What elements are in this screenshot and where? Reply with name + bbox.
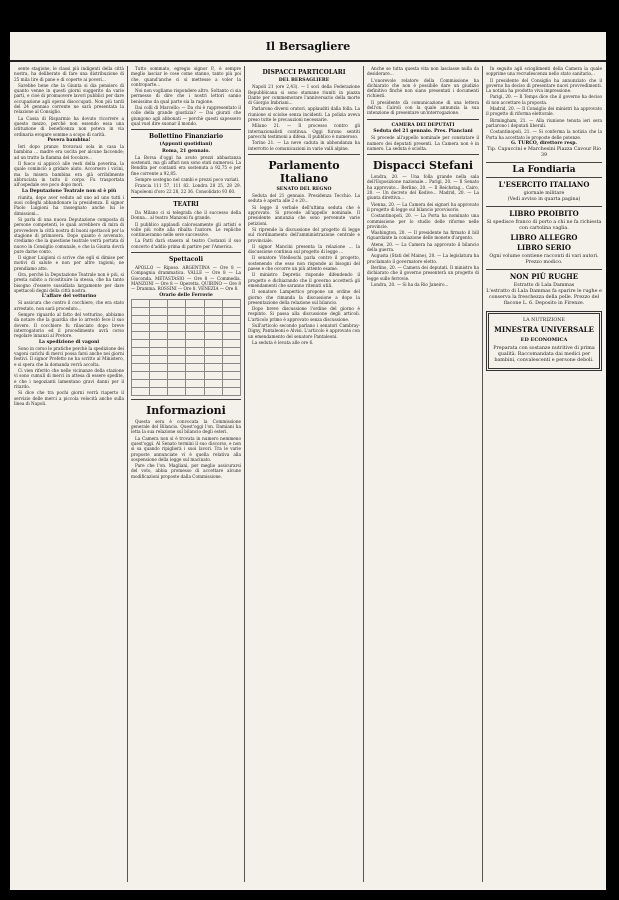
divider [486,177,602,178]
divider [367,119,479,120]
masthead-title: Il Bersagliere [265,40,351,53]
column-3: DISPACCI PARTICOLARI DEL BERSAGLIERE Napoli 21 (ore 2,43). — I soci della Federazione Repubblicana si sono stamane riuniti in piazza Dante per commemorare l'anniversario della morte di Giorgio Imbriani... Parlarono diversi oratori, applauditi dalla folla. La riunione si sciolse senza incidenti. La polizia aveva preso tutte le precauzioni necessarie. Milano 21. — Il processo contro gli internazionalisti continua. Oggi furono sentiti parecchi testimoni a difesa. Il pubblico è numeroso. Torino 21. — La neve caduta in abbondanza ha interrotto le comunicazioni in varie valli alpine. Parlamento Italiano SENATO DEL REGNO Seduta del 21 gennaio. Presidenza Tecchio. La seduta è aperta alle 2 e 20... Si legge il verbale dell'ultima seduta che è approvato. Si procede all'appello nominale. Il presidente annunzia che sono pervenute varie petizioni. Si riprende la discussione del progetto di legge sul riordinamento dell'amministrazione centrale e provinciale. Il signor Mancini presenta la relazione ... la discussione continua sul progetto di legge ... Il senatore Vitelleschi parla contro il progetto, sostenendo che esso non risponde ai bisogni del paese e che occorre un più attento esame. Il ministro Depretis risponde difendendo il progetto e dichiarando che il governo accetterà gli emendamenti che saranno ritenuti utili. Il senatore Lampertico propone un ordine del giorno che rimanda la discussione a dopo la presentazione della relazione sul bilancio. Dopo breve discussione l'ordine del giorno è respinto. Si passa alla discussione degli articoli. L'articolo primo è approvato senza discussione. Sull'articolo secondo parlano i senatori Cambray-Digny, Pantaleoni e Alvisi. L'articolo è approvato con un emendamento del senatore Pantaleoni. La seduta è levata alle ore 6. [248,69,360,345]
section-heading: La Deputazione Teatrale non si è più [21,188,117,194]
ad-libro-allegro: LIBRO ALLEGRO [510,233,578,243]
paragraph: Londra, 20. — Una folla grande nella sala dell'Esposizione nazionale... Parigi, 20. — Il Senato ha approvato... Berlino, 20. — Il Reichstag... Cairo, 20. — Un decreto del Kedive... Madrid, 20. — La giunta direttiva... [367,174,479,201]
ad-esercito-note: (Vedi avviso in quarta pagina) [507,197,581,203]
train-timetable [131,299,241,396]
column-1: sente stagione, le classi più indigenti della città nostra, ha deliberato di fare una distribuzione di 25 mila lire di pane e di coperte ai poveri... Sarebbe bene che la Giunta si dia pensiero di quanto venne in questi giorni suggerito da varie parti, e cioè di promuovere lavori pubblici per dare occupazione agli operai disoccupati. Non più tardi del 24 gennaio corrente ne sarà presentata la relazione al Consiglio. La Cassa di Risparmio ha dovuto ricorrere a questo mezzo, perchè non essendo essa una istituzione di beneficenza non poteva in via ordinaria erogare somme a scopo di carità. Povera bambina! Ieri dopo pranzo trovavasi sola in casa la bambina ... madre era uscita per alcune faccende; ad un tratto la fiamma del focolare... Il fuoco si appiccò alle vesti della poverina, la quale cominciò a gridare aiuto. Accorsero i vicini, ma la misera bambina era già orribilmente abbruciata in tutto il corpo. Fu trasportata all'ospedale ove poco dopo morì. La Deputazione Teatrale non si è più riunita, dopo aver veduto ad uno ad uno tutti i suoi colleghi abbandonare la presidenza. Il signor Paolo Luigioni ha rassegnato anche lui le dimissioni... Si parla di una nuova Deputazione composta di persone competenti, le quali avrebbero di mira di provvedere la città nostra di buoni spettacoli per la stagione di primavera. Dopo quanto è avvenuto, crediamo che la questione teatrale verrà portata di nuovo in Consiglio comunale, e che la Giunta dovrà pure darne conto. Il signor Luigioni ci scrive che egli si dimise per motivi di salute e non per altre ragioni; ne prendiamo atto. Ora, perchè la Deputazione Teatrale non è più, si presta subito a ricostituire la stessa, che ha tanto bisogno d'essere sussidiata largamente per dare spettacoli degni della città nostra. L'affare del vetturino Si assicura che contro il cocchiere, che era stato arrestato, non sarà proceduto... Sempre riguardo al fatto del vetturino, abbiamo da notare che la guardia che lo arrestò fece il suo dovere. Il cocchiere fu rilasciato dopo breve interrogatorio ed il procedimento avrà corso regolare innanzi al Pretore. La spedizione di vagoni Sono in corso le pratiche perchè la spedizione dei vagoni carichi di merci possa farsi anche nei giorni festivi. Il signor Prefetto ne ha scritto al Ministero, e si spera che la domanda verrà accolta. Ci vien riferito che nelle vicinanze della stazione vi sono cumuli di merci in attesa di essere spedite, e che i negozianti lamentano gravi danni per il ritardo. Si dice che tra pochi giorni verrà riaperto il servizio delle merci a piccola velocità anche sulla linea di Napoli. [14,66,124,406]
divider [367,154,479,155]
divider [131,252,241,253]
section-heading: Spettacoli [169,256,203,264]
ad-fondiaria-title: La Fondiaria [512,165,576,176]
column-rule [127,66,128,882]
paragraph: Seduta del 21 gennaio. Presidenza Tecchio. La seduta è aperta alle 2 e 20... [248,193,360,204]
divider [486,269,602,270]
paragraph: Napoli 21 (ore 2,43). — I soci della Federazione Repubblicana si sono stamane riuniti in piazza Dante per commemorare l'anniversario della morte di Giorgio Imbriani... [248,84,360,106]
section-subheading: SENATO DEL REGNO [276,186,332,192]
section-heading: L'affare del vetturino [41,294,97,300]
column-2: Tutto sommato, egregio signor P., è sempre meglio lasciar le cose come stanno, tanto più poi che, quand'anche ci si mettesse a voler la controparte... Noi non vogliamo rispondere altro. Soltanto ci sia permesso di dire che i nostri lettori sanno benissimo da qual parte sia la ragione. Dai colli di Marcello: — Da chi è rappresentato il colle della grande giustizia? — Dai giurati che giungono agli abbonati — perchè questi sapessero qual vuol dire suonar il mondo. Bollettino Finanziario (Appunti quotidiani) Roma, 21 gennaio. La Borsa d'oggi ha avuto prezzi abbastanza sostenuti, ma gli affari non sono stati numerosi. La Rendita per contanti era sostenuta a 92,75 e per fine corrente a 92,85. Sempre sostegno nel cambi e prezzi poco variati. Francia 111 57, 111 82. Londra 28 25, 28 29. Napoleoni d'oro 22 28, 22 36. Consolidato 93 60. TEATRI Da Milano ci si telegrafa che il successo della Donna... al teatro Manzoni fu grande. Il pubblico applaudì calorosamente gli artisti e volle più volte alla ribalta l'autore. Le repliche continueranno nelle sere successive. La Patti darà stasera al teatro Costanzi il suo concerto d'addio prima di partire per l'America. Spettacoli APOLLO — Riposo. ARGENTINA — Ore 8 — Compagnia drammatica. VALLE — Ore 8 — La Gioconda. METASTASIO — Ore 8 — Commedia. MANZONI — Ore 8 — Operetta. QUIRINO — Ore 8 — Dramma. ROSSINI — Ore 8. VENEZIA — Ore 8. Orario delle Ferrovie Informazioni Questa sera è convocata la Commissione generale del Bilancio. Quest'oggi l'on. Damiani ha letta la sua relazione sul bilancio degli esteri. La Camera non si è trovata in numero nemmeno quest'oggi. Al Senato termini il suo discorso, e non si sa quando ripiglierà i suoi lavori. Tra le varie proposte annunciate vi è quella relativa alla sospensione della legge sul macinato. Pare che l'on. Magliani, per meglio assicurarsi del voto, abbia promesso di accettare alcune modificazioni proposte dalla Commissione. [131,66,241,479]
section-heading: La spedizione di vagoni [38,339,100,345]
section-heading: CAMERA DEI DEPUTATI [391,122,455,128]
paragraph: Ieri dopo pranzo trovavasi sola in casa la bambina ... madre era uscita per alcune faccende; ad un tratto la fiamma del focolare... [14,144,124,160]
ad-minestra-box: LA NUTRIZIONE MINESTRA UNIVERSALE ED ECONOMICA Preparata con sostanze nutritive di prima qualità. Raccomandata dai medici per bambini, convalescenti e persone deboli. [486,311,602,371]
divider [131,399,241,400]
ad-minestra-sub: ED ECONOMICA [520,337,568,344]
masthead-bar [10,32,606,62]
ad-rughe-title: NON PIÙ RUGHE [509,272,579,282]
column-rule [244,66,245,882]
ad-libro-proibito: LIBRO PROIBITO [509,209,579,219]
divider [131,197,241,198]
paragraph: Si assicura che contro il cocchiere, che era stato arrestato, non sarà proceduto... [14,300,124,311]
section-subheading: Seduta del 21 gennaio. Pres. Pianciani [373,128,473,134]
ad-esercito-sub: giornale militare [523,191,565,197]
section-heading: TEATRI [173,200,199,208]
divider [248,154,360,155]
ad-libro-serio: LIBRO SERIO [516,243,572,253]
section-heading: Informazioni [146,403,226,417]
section-heading: Povera bambina! [47,137,91,143]
section-subheading: (Appunti quotidiani) [159,142,213,148]
paragraph: Da Milano ci si telegrafa che il successo della Donna... al teatro Manzoni fu grande. [131,209,241,221]
paragraph: In seguito agli scioglimenti della Camera la quale sopprime una recrudescenza nello stato sanitario... [486,66,602,77]
divider [131,129,241,130]
newspaper-page [10,32,606,890]
section-heading: Orario delle Ferrovie [159,292,213,298]
printer-line: Tip. Capuccini e Marchesini Piazza Cavour Rio 39 [487,147,601,159]
signature: G. TURCO, direttore resp. [510,140,578,146]
ad-minestra-title: MINESTRA UNIVERSALE [494,325,594,335]
ad-rughe-sub: Estratto di Lala Dammas [513,283,575,289]
section-heading: Parlamento Italiano [268,158,340,185]
section-heading: Bollettino Finanziario [149,133,223,141]
ad-esercito-title: L'ESERCITO ITALIANO [498,180,590,190]
column-rule [482,66,483,882]
section-subheading: DEL BERSAGLIERE [278,78,330,83]
divider [486,206,602,207]
section-heading: DISPACCI PARTICOLARI [262,69,346,76]
paragraph: Tutto sommato, egregio signor P., è sempre meglio lasciar le cose come stanno, tanto più poi che, quand'anche ci si mettesse a voler la controparte... [131,66,241,87]
paragraph: riunita, dopo aver veduto ad uno ad uno tutti i suoi colleghi abbandonare la presidenza. Il signor Paolo Luigioni ha rassegnato anche lui le dimissioni... [14,194,124,216]
column-rule [363,66,364,882]
section-heading: Dispacci Stefani [372,159,474,173]
paragraph: Il signor Mancini presenta la relazione ... la discussione continua sul progetto di legge ... [248,243,360,255]
column-4: Anche se tutta questa vita non lasciasse nulla da desiderare... L'onorevole relatore della Commissione ha dichiarato che non è possibile dare un giudizio definitivo finchè non siano presentati i documenti richiesti. Il presidente dà comunicazione di una lettera dell'on. Cairoli con la quale annunzia la sua intenzione di presentare un'interrogazione. CAMERA DEI DEPUTATI Seduta del 21 gennaio. Pres. Pianciani Si procede all'appello nominale per constatare il numero dei deputati presenti. La Camera non è in numero. La seduta è sciolta. Dispacci Stefani Londra, 20. — Una folla grande nella sala dell'Esposizione nazionale... Parigi, 20. — Il Senato ha approvato... Berlino, 20. — Il Reichstag... Cairo, 20. — Un decreto del Kedive... Madrid, 20. — La giunta direttiva... Vienna, 20. — La Camera dei signori ha approvato il progetto di legge sul bilancio provvisorio. Costantinopoli, 20. — La Porta ha nominato una commissione per lo studio delle riforme nelle provincie. Washington, 20. — Il presidente ha firmato il bill riguardante la coniazione delle monete d'argento. Atene, 20. — La Camera ha approvato il bilancio della guerra. Augusta (Stati del Maine), 20. — La legislatura ha proclamato il governatore eletto. Berlino, 20. — Camera dei deputati. Il ministro ha dichiarato che il governo presenterà un progetto di legge sulle ferrovie. Londra, 20. — Si ha da Rio Janeiro... [367,66,479,287]
column-5: In seguito agli scioglimenti della Camera la quale sopprime una recrudescenza nello stato sanitario... Il presidente del Consiglio ha annunziato che il governo ha deciso di presentare nuovi provvedimenti. La notizia ha prodotto viva impressione. Parigi, 20. — Il Temps dice che il governo ha deciso di non accettare la proposta. Madrid, 20. — Il Consiglio dei ministri ha approvato il progetto di riforma elettorale. Birmingham, 21. — Alla riunione tenuta ieri sera parlarono i deputati liberali. Costantinopoli, 21. — Si conferma la notizia che la Porta ha accettato le proposte delle potenze. G. TURCO, direttore resp. Tip. Capuccini e Marchesini Piazza Cavour Rio 39 La Fondiaria L'ESERCITO ITALIANO giornale militare (Vedi avviso in quarta pagina) LIBRO PROIBITO Si spedisce franco di porto a chi ne fa richiesta con cartolina vaglia. LIBRO ALLEGRO LIBRO SERIO Ogni volume contiene racconti di vari autori. Prezzo modico. NON PIÙ RUGHE Estratto di Lala Dammas L'estratto di Lala Dammas fa sparire le rughe e conserva la freschezza della pelle. Prezzo del flacone L. 6. Deposito in Firenze. LA NUTRIZIONE MINESTRA UNIVERSALE ED ECONOMICA Preparata con sostanze nutritive di prima qualità. Raccomandata dai medici per bambini, convalescenti e persone deboli. [486,66,602,882]
ad-minestra-pre: LA NUTRIZIONE [523,318,565,324]
paragraph: Questa sera è convocata la Commissione generale del Bilancio. Quest'oggi l'on. Damiani ha letta la sua relazione sul bilancio degli esteri. [131,418,241,435]
divider [486,162,602,163]
paragraph: sente stagione, le classi più indigenti della città nostra, ha deliberato di fare una distribuzione di 25 mila lire di pane e di coperte ai poveri... [14,66,124,82]
paragraph: Londra, 20. — Si ha da Rio Janeiro... [371,281,449,287]
dateline: Roma, 21 gennaio. [161,148,211,154]
paragraph: Anche se tutta questa vita non lasciasse nulla da desiderare... [367,66,479,77]
